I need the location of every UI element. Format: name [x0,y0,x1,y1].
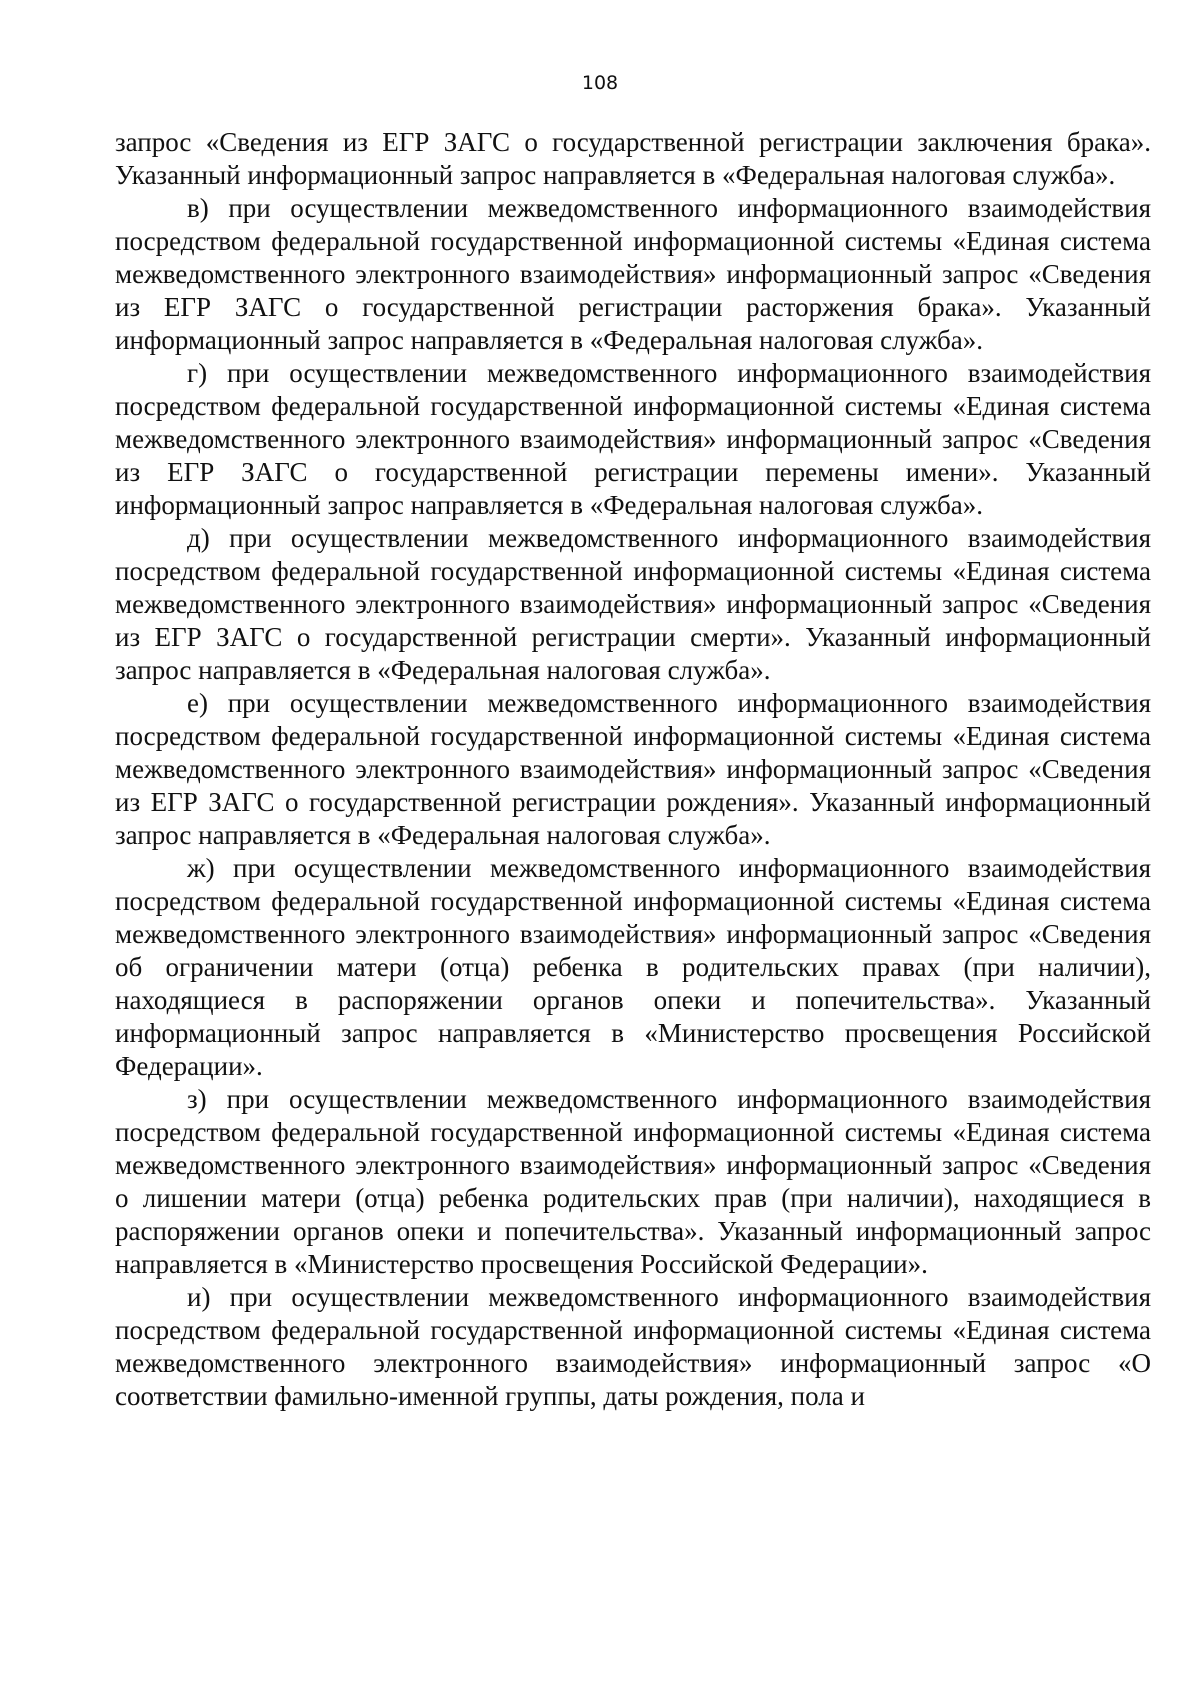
paragraph-item-i: и) при осуществлении межведомственного информационного взаимодействия посредством федеральной государственной информационной системы «Единая система межведомственного электронного взаимодействия» информационный запрос «О соответствии фамильно-именной группы, даты рождения, пола и [115,1282,1151,1411]
paragraph-continuation: запрос «Сведения из ЕГР ЗАГС о государственной регистрации заключения брака». Указанный информационный запрос направляется в «Федеральная налоговая служба». [115,127,1151,190]
paragraph-item-e: е) при осуществлении межведомственного информационного взаимодействия посредством федеральной государственной информационной системы «Единая система межведомственного электронного взаимодействия» информационный запрос «Сведения из ЕГР ЗАГС о государственной регистрации рождения». Указанный информационный запрос направляется в «Федеральная налоговая служба». [115,688,1151,850]
paragraph-item-v: в) при осуществлении межведомственного информационного взаимодействия посредством федеральной государственной информационной системы «Единая система межведомственного электронного взаимодействия» информационный запрос «Сведения из ЕГР ЗАГС о государственной регистрации расторжения брака». Указанный информационный запрос направляется в «Федеральная налоговая служба». [115,193,1151,355]
paragraph-item-g: г) при осуществлении межведомственного информационного взаимодействия посредством федеральной государственной информационной системы «Единая система межведомственного электронного взаимодействия» информационный запрос «Сведения из ЕГР ЗАГС о государственной регистрации перемены имени». Указанный информационный запрос направляется в «Федеральная налоговая служба». [115,358,1151,520]
paragraph-item-zh: ж) при осуществлении межведомственного информационного взаимодействия посредством федеральной государственной информационной системы «Единая система межведомственного электронного взаимодействия» информационный запрос «Сведения об ограничении матери (отца) ребенка в родительских правах (при наличии), находящиеся в распоряжении органов опеки и попечительства». Указанный информационный запрос направляется в «Министерство просвещения Российской Федерации». [115,853,1151,1081]
document-body [115,126,1151,1413]
paragraph-item-z: з) при осуществлении межведомственного информационного взаимодействия посредством федеральной государственной информационной системы «Единая система межведомственного электронного взаимодействия» информационный запрос «Сведения о лишении матери (отца) ребенка родительских прав (при наличии), находящиеся в распоряжении органов опеки и попечительства». Указанный информационный запрос направляется в «Министерство просвещения Российской Федерации». [115,1084,1151,1279]
paragraph-item-d: д) при осуществлении межведомственного информационного взаимодействия посредством федеральной государственной информационной системы «Единая система межведомственного электронного взаимодействия» информационный запрос «Сведения из ЕГР ЗАГС о государственной регистрации смерти». Указанный информационный запрос направляется в «Федеральная налоговая служба». [115,523,1151,685]
page-number: 108 [581,72,619,94]
